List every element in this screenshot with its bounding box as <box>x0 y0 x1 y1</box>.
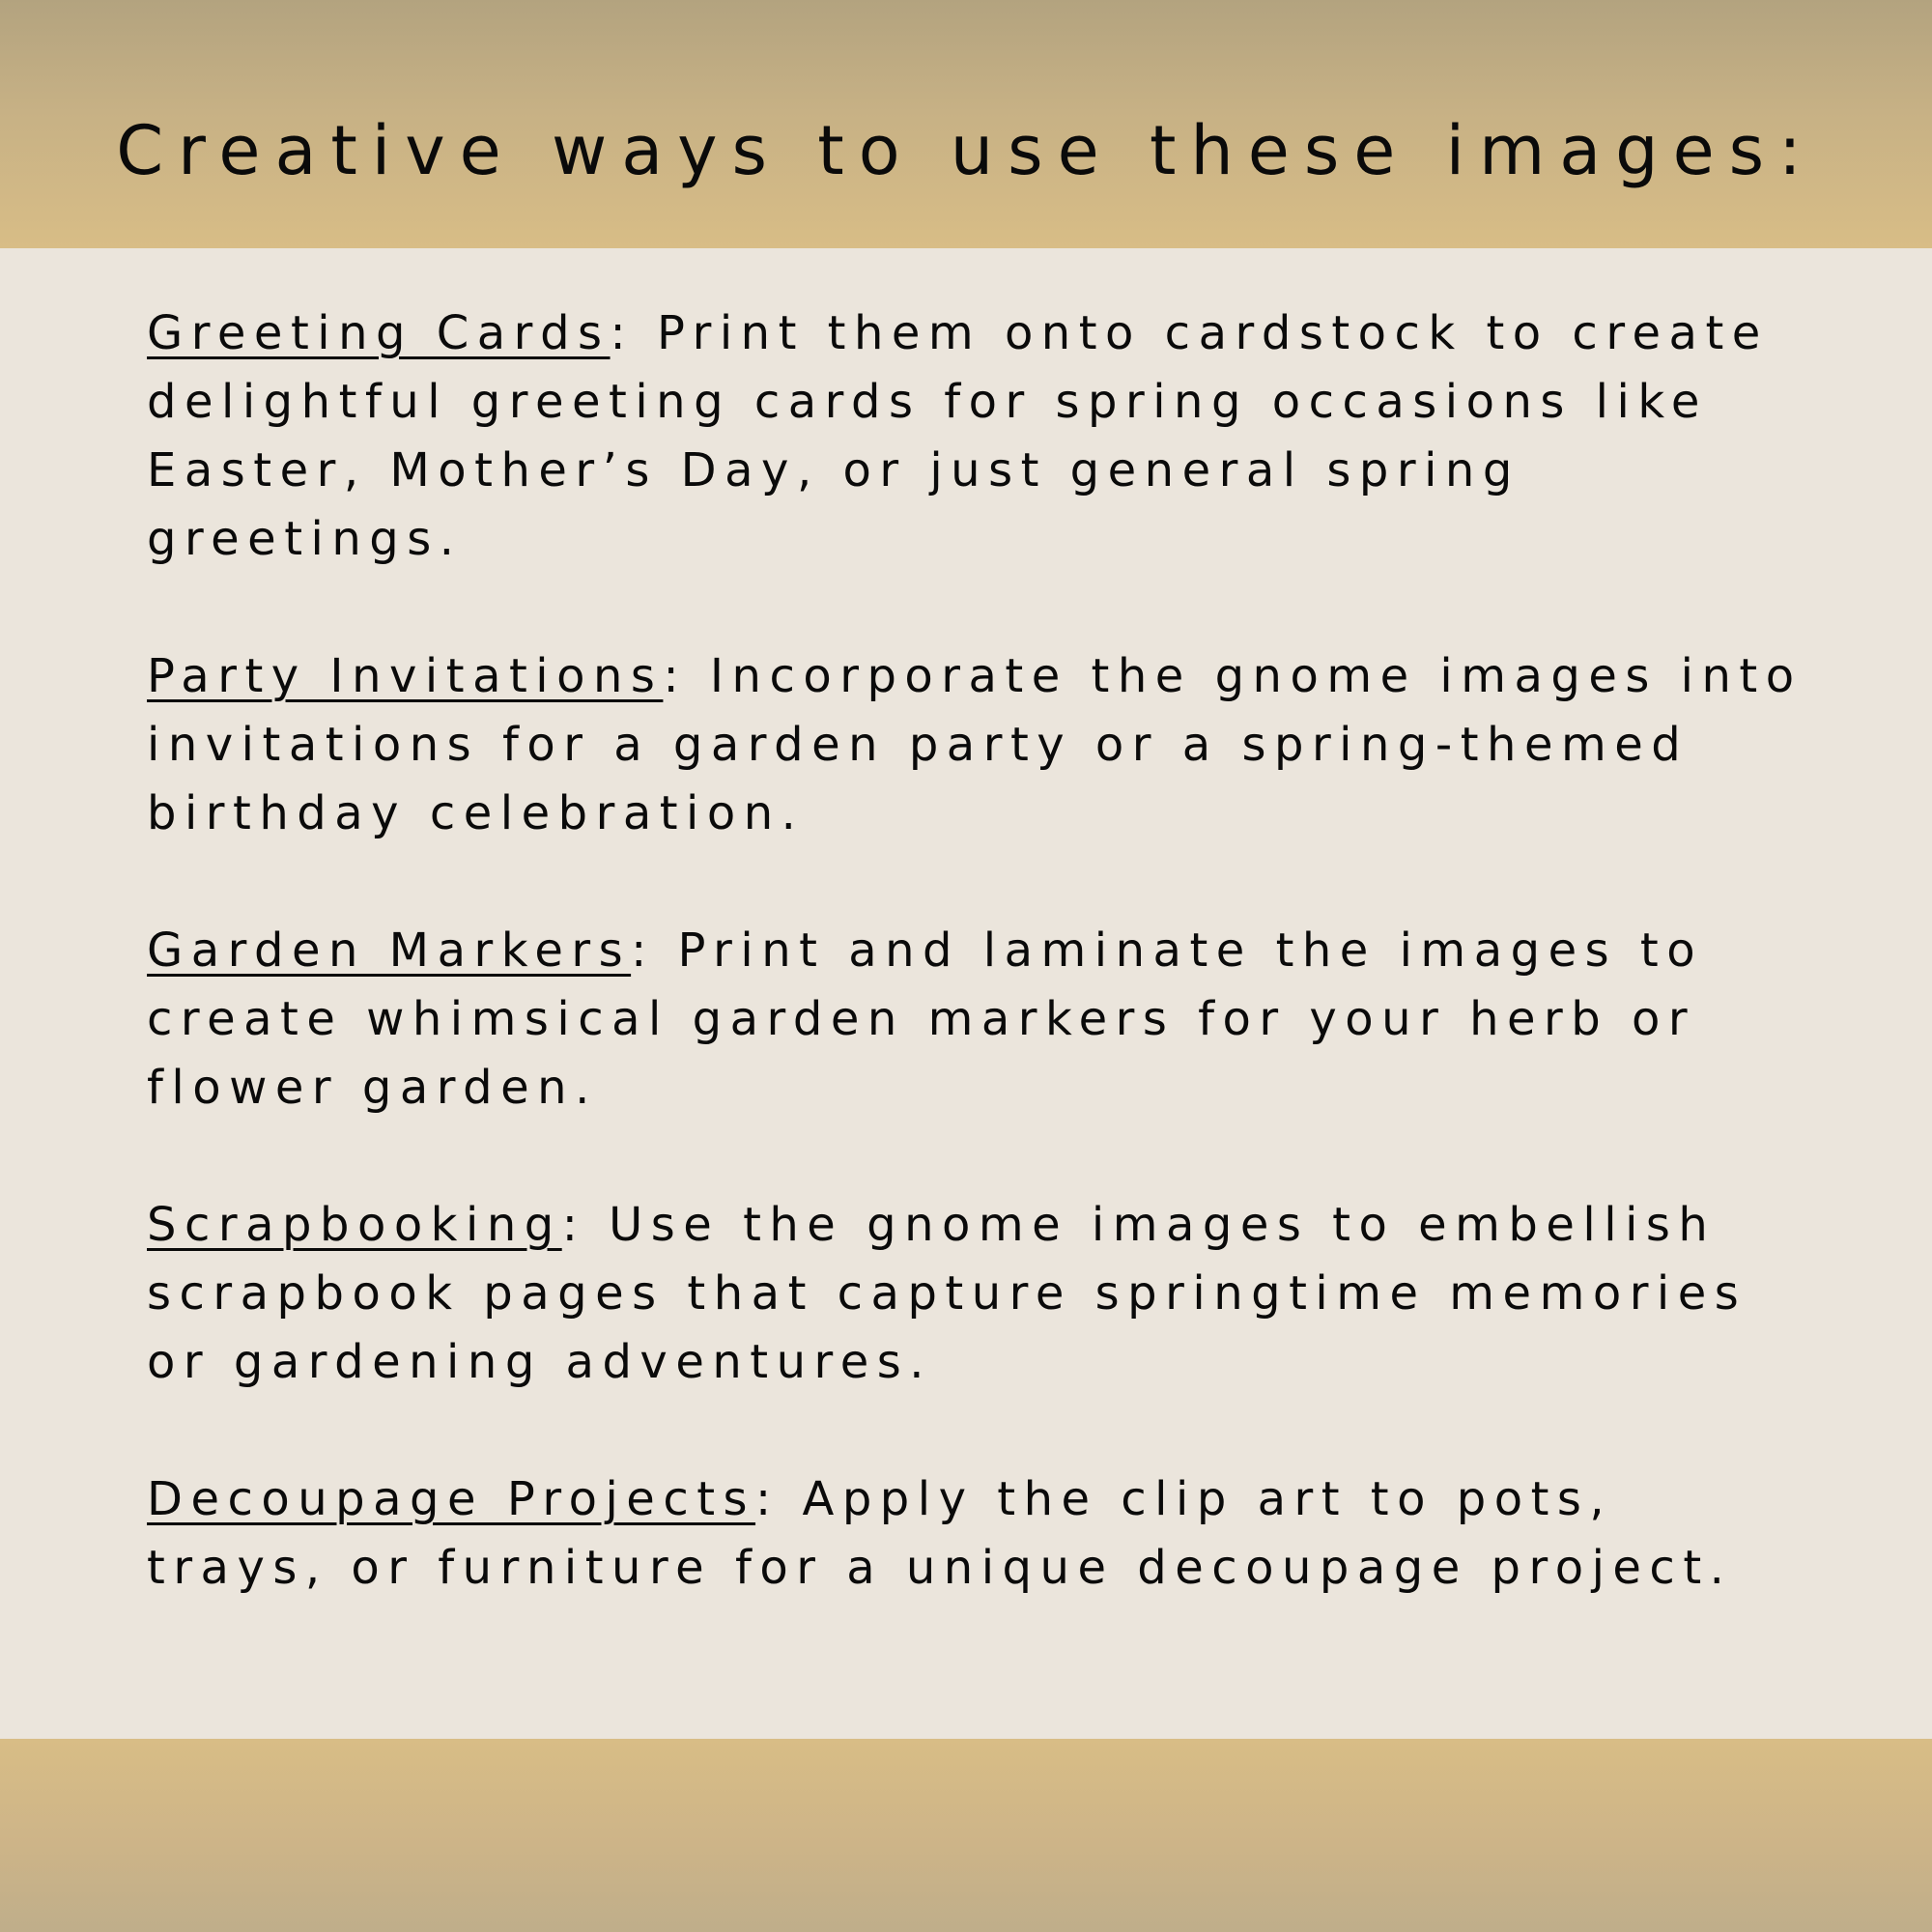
idea-description: Print them onto cardstock to create delightful greeting cards for spring occasions like Easter, Mother’s Day, or just general spring greetings. <box>147 306 1769 566</box>
idea-separator: : <box>663 649 688 703</box>
ideas-list <box>147 299 1808 1671</box>
idea-term: Greeting Cards <box>147 306 611 360</box>
idea-separator: : <box>610 306 635 360</box>
idea-term: Decoupage Projects <box>147 1472 756 1526</box>
idea-description: Apply the clip art to pots, trays, or furniture for a unique decoupage project. <box>147 1472 1733 1595</box>
idea-term: Party Invitations <box>147 649 664 703</box>
idea-party-invitations <box>147 642 1808 848</box>
idea-separator: : <box>631 923 655 978</box>
idea-separator: : <box>755 1472 780 1526</box>
idea-term: Scrapbooking <box>147 1198 562 1252</box>
footer-band <box>0 1739 1932 1932</box>
idea-decoupage-projects <box>147 1465 1808 1603</box>
page-title: Creative ways to use these images: <box>116 111 1816 190</box>
idea-scrapbooking <box>147 1191 1808 1397</box>
idea-garden-markers <box>147 917 1808 1122</box>
idea-term: Garden Markers <box>147 923 632 978</box>
idea-greeting-cards <box>147 299 1808 574</box>
idea-description: Incorporate the gnome images into invitations for a garden party or a spring-themed birthday celebration. <box>147 649 1803 840</box>
idea-description: Use the gnome images to embellish scrapbook pages that capture springtime memories or gardening adventures. <box>147 1198 1747 1389</box>
idea-separator: : <box>561 1198 586 1252</box>
idea-description: Print and laminate the images to create whimsical garden markers for your herb or flower garden. <box>147 923 1704 1115</box>
